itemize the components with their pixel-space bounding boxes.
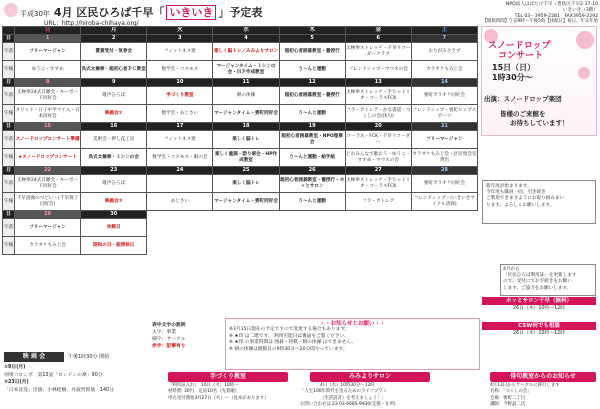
schedule-cell: 映画会② — [81, 193, 147, 211]
row-label-pm: 午後 — [3, 193, 15, 211]
handmade-line: 『利用証入れ』 10日（火）10時～ — [168, 383, 239, 388]
schedule-cell: マージャンタイム・要町同好会 — [213, 193, 279, 211]
schedule-cell — [147, 219, 213, 237]
schedule-cell: フラ・カトレア・かな書道・つくしの会(体句) — [345, 105, 411, 123]
schedule-cell — [279, 237, 345, 255]
date-cell: 22 — [15, 167, 81, 175]
schedule-cell: マージャンタイム・ミシンの会・ＨＰ作成教室 — [213, 61, 279, 79]
schedule-cell — [345, 237, 411, 255]
movie-date: ②23日(月) — [4, 380, 29, 385]
schedule-cell — [411, 219, 477, 237]
date-cell: 11 — [213, 79, 279, 87]
schedule-cell: 美術会・押し花工房 — [81, 131, 147, 149]
row-label-date: 日 — [3, 35, 15, 43]
org-tel: TEL 03－3959-2281 FAX3959-2292 — [514, 14, 598, 19]
renewal-line: ので、受付にてお手続きをお願い — [503, 279, 572, 285]
mimiyori-title: みみよりサロン — [310, 372, 430, 382]
schedule-cell — [147, 237, 213, 255]
date-cell: 6 — [345, 35, 411, 43]
schedule-cell: 歌声ひろば — [81, 87, 147, 105]
weekday-fri: 金 — [345, 27, 411, 35]
org-floor: いきいき（3階） — [562, 8, 598, 13]
invite-line1: 皆様のご来館を — [500, 110, 546, 118]
blossom-icon — [578, 67, 590, 79]
notice-title: ・・お知らせとお願い・・ — [319, 321, 386, 327]
schedule-cell: 昭和の日・振替休日 — [81, 237, 147, 255]
weekday-sun: 日 — [15, 27, 81, 35]
notice-line: ※ ★印 の事業時間は 囲碁・将棋・朝の体操 はできません。 — [229, 340, 356, 346]
schedule-cell: 映画会① — [81, 105, 147, 123]
date-cell: 7 — [411, 35, 477, 43]
schedule-cell: 超初心者囲碁教室・養授行 — [279, 43, 345, 61]
movie-item: 「日本沈没」出演：小林桂樹、丹波哲郎他 140分 — [4, 387, 114, 393]
schedule-cell: フレンドシップ・マウスの会 — [345, 61, 411, 79]
schedule-cell: う〜んと運動・給手紙 — [279, 149, 345, 167]
schedule-cell: 呉式太極拳・ミシンの会 — [81, 149, 147, 167]
schedule-cell: ★スノードロップコンサート — [15, 149, 81, 167]
renewal-line: 「区民ひろば利用証」を更新します — [503, 273, 577, 279]
date-cell: 3 — [147, 35, 213, 43]
new-year-notice — [482, 180, 596, 224]
date-cell: 1 — [15, 35, 81, 43]
movie-list — [4, 364, 154, 394]
date-cell: 19 — [279, 123, 345, 131]
schedule-cell: 超初心者囲碁教室・NPO理事会 — [279, 131, 345, 149]
schedule-cell: 太極拳ストレッチ・手ぢゃトリオ・コーラスFCK — [345, 87, 411, 105]
schedule-cell: 歌声ひろば — [81, 175, 147, 193]
date-cell: 23 — [81, 167, 147, 175]
weekday-tue: 火 — [147, 27, 213, 35]
concert-title-line2: コンサート — [498, 51, 544, 61]
schedule-cell: コーラス・FCK・千早リコーダー — [345, 131, 411, 149]
logo — [4, 3, 18, 17]
schedule-cell: フリーマージャン — [15, 43, 81, 61]
title-ikiiki: いきいき — [166, 5, 216, 20]
haiku-body — [490, 383, 596, 409]
date-cell: 24 — [147, 167, 213, 175]
schedule-cell — [345, 219, 411, 237]
csw-title: CSW何でも相談 — [482, 322, 596, 330]
concert-date: 15日（日） — [492, 63, 536, 72]
schedule-cell: 休館日 — [81, 219, 147, 237]
date-cell — [411, 211, 477, 219]
legend-title: 表中文字の説明 — [152, 323, 186, 328]
schedule-cell: う〜んと運動 — [279, 61, 345, 79]
schedule-cell: 太極拳24式日曜会・キーボード同好会 — [15, 175, 81, 193]
row-label-am: 午前 — [3, 87, 15, 105]
schedule-cell: う〜んと運動 — [279, 193, 345, 211]
row-label-pm: 午後 — [3, 149, 15, 167]
mimiyori-line: 4日（水）10時30分～12時 — [320, 383, 375, 388]
haiku-line: 会場：要町二丁目 — [490, 395, 526, 401]
row-label-pm: 午後 — [3, 61, 15, 79]
weekday-mon: 月 — [81, 27, 147, 35]
hot-salon-title: ホッとサロン千早（無料） — [482, 297, 596, 305]
schedule-cell: 太極拳ストレッチ・千早リコーダークラブ — [345, 43, 411, 61]
weekday-thu: 木 — [279, 27, 345, 35]
concert-title-line1: スノードロップ — [488, 41, 551, 51]
date-cell: 4 — [213, 35, 279, 43]
movie-date: ①9日(月) — [4, 365, 26, 370]
schedule-cell: スノードロップコンサート準備 — [15, 131, 81, 149]
date-cell: 14 — [411, 79, 477, 87]
date-cell: 28 — [411, 167, 477, 175]
date-cell: 5 — [279, 35, 345, 43]
handmade-line: 申込受付開始3月27日（火）〜（見本があります） — [168, 395, 269, 401]
schedule-cell: フレンドシップ・(いきいきサイクル清掃) — [411, 193, 477, 211]
notice-line: ※ ★印 は二階です。 利用可能日は裏面をご覧ください。 — [229, 333, 350, 339]
mimiyori-body — [300, 383, 486, 409]
era-label: 平成30年 — [20, 10, 50, 18]
haiku-line: 4月13日からサークルに移行します — [490, 383, 560, 388]
blossom-icon — [576, 31, 594, 49]
weekday-wed: 水 — [213, 27, 279, 35]
schedule-cell — [213, 237, 279, 255]
date-cell: 12 — [279, 79, 345, 87]
schedule-cell — [279, 219, 345, 237]
schedule-cell — [411, 237, 477, 255]
movie-time: 午後1時30分 開始 — [68, 354, 110, 360]
new-notice-line: ります。よろしくお願いします。 — [486, 202, 555, 208]
haiku-line: 名称：「つくしの会」 — [490, 389, 532, 395]
movie-title: 映 画 会 — [4, 352, 64, 362]
schedule-cell: 呉式太極拳・超初心者ＰＣ教室 — [81, 61, 147, 79]
new-notice-line: ご利用できますようにお取り組みまい — [486, 196, 565, 202]
row-label-pm: 午後 — [3, 237, 15, 255]
row-label-date: 日 — [3, 123, 15, 131]
date-cell: 29 — [15, 211, 81, 219]
date-cell: 25 — [213, 167, 279, 175]
movie-item: 刑事コロンボ 第13話「ロンドンの傘」90分 — [4, 372, 103, 378]
schedule-cell: 賃貸受付・気骨会 — [81, 43, 147, 61]
mimiyori-line: お問い合わせは 23 03-6685-9930(支援・在所) — [300, 402, 396, 408]
corner-cell — [3, 27, 15, 35]
date-cell: 15 — [15, 123, 81, 131]
schedule-cell: 楽しく童謡・語り部会・HP作成教室 — [213, 149, 279, 167]
date-cell: 16 — [81, 123, 147, 131]
handmade-line: 材料費: 30円 定員10名（先着順） — [168, 389, 240, 395]
calendar-table — [2, 26, 478, 255]
schedule-cell — [213, 219, 279, 237]
date-cell: 20 — [345, 123, 411, 131]
row-label-am: 午前 — [3, 131, 15, 149]
schedule-cell: 太極拳24式日曜会・キーボード同好会 — [15, 87, 81, 105]
concert-when — [492, 63, 535, 83]
csw-time: 26日（木）10時～12時 — [513, 331, 565, 336]
date-cell: 30 — [81, 211, 147, 219]
date-cell: 10 — [147, 79, 213, 87]
schedule-cell: フリーマージャン — [411, 131, 477, 149]
mimiyori-line: （生活設計）を考えましょう！」 — [320, 395, 386, 401]
new-notice-line: 新年度が始まります。 — [486, 184, 532, 189]
invite-line2: お待ちしています！ — [510, 119, 569, 127]
row-label-am: 午前 — [3, 219, 15, 237]
schedule-cell: 楽しく脳トレ — [213, 131, 279, 149]
row-label-date: 日 — [3, 79, 15, 87]
schedule-cell: 楽しく脳トレ — [213, 175, 279, 193]
schedule-cell: 太極拳ストレッチ・手ぢゃトリオ・コーラスFCK — [345, 175, 411, 193]
row-label-pm: 午後 — [3, 105, 15, 123]
concert-time: 1時30分～ — [492, 73, 533, 82]
schedule-cell — [147, 175, 213, 193]
date-cell: 2 — [81, 35, 147, 43]
date-cell — [345, 211, 411, 219]
date-cell: 21 — [411, 123, 477, 131]
legend-thin: 細字：サークル — [152, 337, 186, 342]
schedule-cell: 数学会・あじさい — [147, 105, 213, 123]
schedule-cell: 千早謡曲のつどい・(千早仮丁目町会) — [15, 193, 81, 211]
schedule-cell: タリット・日子中平ウイ入・日本同好会 — [15, 105, 81, 123]
schedule-cell: フリーマージャン — [15, 219, 81, 237]
schedule-cell: ゆうこ・すすめ — [15, 61, 81, 79]
schedule-cell: う〜んと運動 — [279, 105, 345, 123]
schedule-cell: 手づくり教室 — [147, 87, 213, 105]
haiku-line: 講師：今野晶二氏 — [490, 402, 526, 408]
schedule-cell: 楽しく脳トレ／みみよりサロン — [213, 43, 279, 61]
weekday-sat: 土 — [411, 27, 477, 35]
date-cell — [213, 211, 279, 219]
mimiyori-line: 「人生100年時代を送るためのライフプラン — [300, 389, 388, 395]
renewal-line: します。ご協力をお願いします。 — [503, 285, 572, 291]
schedule-cell: 要町カラオケ同好会 — [411, 87, 477, 105]
notice-box — [225, 318, 480, 370]
legend — [152, 322, 224, 350]
row-label-am: 午前 — [3, 43, 15, 61]
schedule-cell: 朝の体操 — [213, 87, 279, 105]
schedule-cell: あじさい — [147, 193, 213, 211]
schedule-cell: カラオケもみじ会 — [15, 237, 81, 255]
title-pre: 4月 区民ひろば千早「 — [53, 6, 165, 19]
concert-performer: 出演：スノードロップ楽団 — [484, 95, 562, 103]
new-notice-line: 今年度も職員一同、引き続き — [486, 190, 546, 196]
renewal-line: 4月から — [503, 267, 520, 272]
handmade-title: 手づくり教室 — [168, 372, 288, 382]
schedule-cell: 超初心者囲碁教室・養授行・ホッとサロン — [279, 175, 345, 193]
row-label-am: 午前 — [3, 175, 15, 193]
card-renewal-notice — [500, 264, 596, 296]
concert-title — [488, 41, 551, 61]
schedule-cell: フラ・カトレア — [345, 193, 411, 211]
org-name: NPO法人はばたけ千早（豊島区千早2-17-10 — [505, 2, 598, 7]
schedule-cell: フィットネス要 — [147, 43, 213, 61]
date-cell: 27 — [345, 167, 411, 175]
schedule-cell: カラオケもみじ会・区民集会室貸出 — [411, 149, 477, 167]
date-cell: 26 — [279, 167, 345, 175]
legend-red: 赤字：記事有り — [152, 344, 186, 349]
schedule-cell: どれみんなで歌おう・ゆうこ・すすめ・マウスの会 — [345, 149, 411, 167]
date-cell: 13 — [345, 79, 411, 87]
title-post: 」予定表 — [218, 6, 263, 19]
date-cell: 18 — [213, 123, 279, 131]
schedule-cell: マージャンタイム・要町同好会 — [213, 105, 279, 123]
schedule-cell: フィットネス要 — [147, 131, 213, 149]
schedule-cell: 数学会・コスモス — [147, 61, 213, 79]
legend-bold: 太字：事業 — [152, 330, 176, 335]
concert-invite — [500, 110, 596, 128]
haiku-title: 俳句教室からのお知らせ — [490, 372, 596, 382]
row-label-date: 日 — [3, 167, 15, 175]
date-cell: 8 — [15, 79, 81, 87]
notice-line: ※3月15日現在の予定ですので変更する場合もあります。 — [229, 327, 350, 333]
notice-line: ※ 朝の体操は開館日の9時30分〜20分間やっています。 — [229, 346, 348, 352]
schedule-cell: おりがみクラブ — [411, 43, 477, 61]
row-label-date: 日 — [3, 211, 15, 219]
schedule-cell: 数学会・コスモス・眼の会 — [147, 149, 213, 167]
schedule-cell: カラオケもみじ会 — [411, 61, 477, 79]
opening-hours: 【開館時間】午前9時〜午後5時【休館日】祝日、年末年始 — [482, 19, 598, 24]
date-cell — [279, 211, 345, 219]
date-cell: 17 — [147, 123, 213, 131]
schedule-cell: 超初心者囲碁教室・養授行 — [279, 87, 345, 105]
site-url[interactable]: URL：http://hiroba-chihaya.org/ — [44, 20, 139, 27]
hot-salon-time: 26日（木）10時～12時 — [513, 306, 565, 311]
date-cell: 9 — [81, 79, 147, 87]
schedule-cell: 要町カラオケ同好会 — [411, 175, 477, 193]
handmade-body — [168, 383, 318, 402]
schedule-cell: フレンドシップ・要町ヒップスポーツ — [411, 105, 477, 123]
date-cell — [147, 211, 213, 219]
